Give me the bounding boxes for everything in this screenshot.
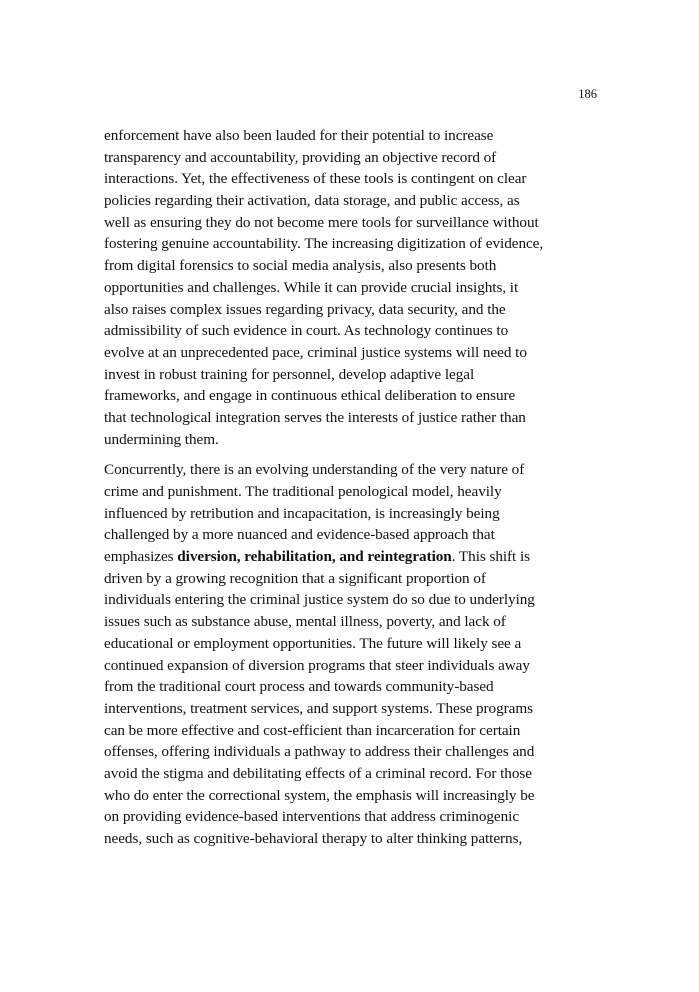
text-line: on providing evidence-based interventions that address criminogenic [104, 808, 520, 826]
text-line: can be more effective and cost-efficient than incarceration for certain [104, 721, 521, 739]
text-line: interventions, treatment services, and support systems. These programs [104, 699, 533, 717]
text-line: individuals entering the criminal justice system do so due to underlying [104, 591, 535, 609]
paragraph-2 [104, 459, 596, 849]
text-line-with-emphasis [104, 546, 596, 568]
text-line: driven by a growing recognition that a significant proportion of [104, 569, 486, 587]
text-line: invest in robust training for personnel, develop adaptive legal [104, 365, 475, 383]
body-text [104, 125, 596, 859]
text-line: frameworks, and engage in continuous ethical deliberation to ensure [104, 387, 516, 405]
page-number: 186 [578, 87, 597, 101]
text-line: from the traditional court process and towards community-based [104, 678, 494, 696]
bold-emphasis: diversion, rehabilitation, and reintegration [177, 548, 452, 566]
text-line: interactions. Yet, the effectiveness of these tools is contingent on clear [104, 170, 527, 188]
text-line: educational or employment opportunities. The future will likely see a [104, 634, 522, 652]
text-line: opportunities and challenges. While it can provide crucial insights, it [104, 278, 519, 296]
text-line: Concurrently, there is an evolving understanding of the very nature of [104, 461, 525, 479]
text-line: policies regarding their activation, data storage, and public access, as [104, 192, 520, 210]
text-line: that technological integration serves the interests of justice rather than [104, 408, 526, 426]
text-line: evolve at an unprecedented pace, criminal justice systems will need to [104, 343, 527, 361]
text-line: fostering genuine accountability. The increasing digitization of evidence, [104, 235, 544, 253]
text-line: influenced by retribution and incapacitation, is increasingly being [104, 504, 500, 522]
text-segment: . This shift is [451, 548, 530, 566]
text-line: enforcement have also been lauded for their potential to increase [104, 127, 494, 144]
text-line: undermining them. [104, 430, 219, 448]
paragraph-1 [104, 125, 596, 450]
text-line: challenged by a more nuanced and evidence-based approach that [104, 526, 495, 544]
text-line: needs, such as cognitive-behavioral therapy to alter thinking patterns, [104, 830, 523, 847]
text-line: avoid the stigma and debilitating effects of a criminal record. For those [104, 764, 532, 782]
text-line: well as ensuring they do not become mere tools for surveillance without [104, 213, 539, 231]
text-line: continued expansion of diversion programs that steer individuals away [104, 656, 530, 674]
text-line: who do enter the correctional system, the emphasis will increasingly be [104, 786, 535, 804]
text-line: admissibility of such evidence in court. As technology continues to [104, 322, 509, 340]
text-line: issues such as substance abuse, mental illness, poverty, and lack of [104, 613, 506, 631]
text-line: from digital forensics to social media analysis, also presents both [104, 257, 497, 275]
text-segment: emphasizes [104, 548, 178, 566]
text-line: also raises complex issues regarding privacy, data security, and the [104, 300, 506, 318]
text-line: transparency and accountability, providing an objective record of [104, 148, 497, 166]
text-line: offenses, offering individuals a pathway to address their challenges and [104, 743, 535, 761]
text-line: crime and punishment. The traditional penological model, heavily [104, 483, 502, 500]
